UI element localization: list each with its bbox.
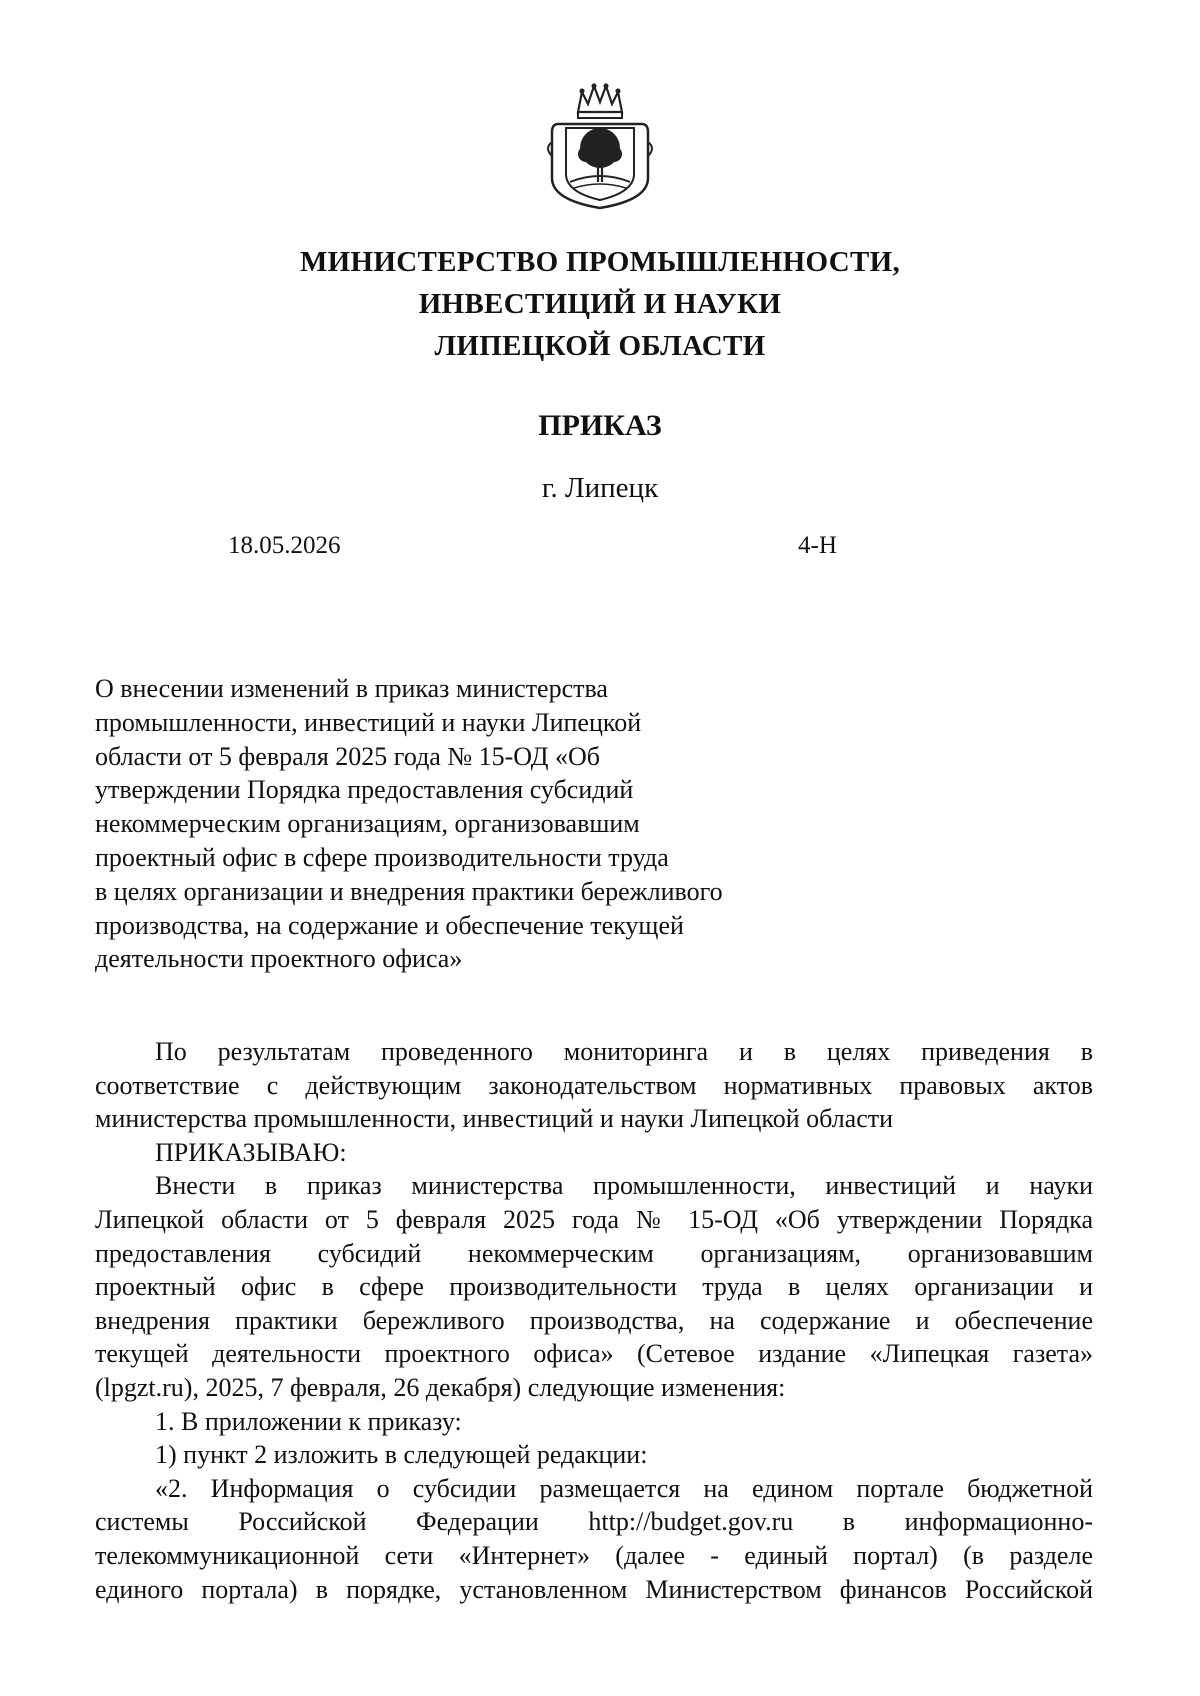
ministry-name-line-3: ЛИПЕЦКОЙ ОБЛАСТИ	[434, 330, 766, 362]
body-line: Липецкой области от 5 февраля 2025 года № 15-ОД «Об утверждении Порядка	[95, 1204, 1093, 1234]
body-line: министерства промышленности, инвестиций и науки Липецкой области	[95, 1104, 894, 1134]
body-line: Внести в приказ министерства промышленности, инвестиций и науки	[155, 1171, 1093, 1201]
subject-line: утверждении Порядка предоставления субсидий	[95, 775, 634, 805]
order-directive: ПРИКАЗЫВАЮ:	[155, 1137, 347, 1167]
subject-line: некоммерческим организациям, организовавшим	[95, 809, 640, 839]
body-line: предоставления субсидий некоммерческим организациям, организовавшим	[95, 1238, 1093, 1268]
body-line: соответствие с действующим законодательством нормативных правовых актов	[95, 1070, 1093, 1100]
document-city: г. Липецк	[541, 472, 659, 504]
coat-of-arms-icon	[538, 82, 662, 210]
subject-line: деятельности проектного офиса»	[95, 944, 463, 974]
list-item: 1. В приложении к приказу:	[155, 1406, 462, 1436]
body-line: текущей деятельности проектного офиса» (Сетевое издание «Липецкая газета»	[95, 1339, 1093, 1369]
body-line: телекоммуникационной сети «Интернет» (далее - единый портал) (в разделе	[95, 1540, 1093, 1570]
document-subject	[95, 672, 795, 976]
subject-line: О внесении изменений в приказ министерства	[95, 674, 608, 703]
document-body	[95, 1035, 1093, 1606]
subject-line: области от 5 февраля 2025 года № 15-ОД «Об	[95, 741, 601, 771]
ministry-name-line-2: ИНВЕСТИЦИЙ И НАУКИ	[418, 288, 782, 320]
document-date: 18.05.2026	[228, 532, 341, 559]
subject-line: проектный офис в сфере производительности труда	[95, 842, 669, 872]
body-line: единого портала) в порядке, установленном Министерством финансов Российской	[95, 1574, 1093, 1604]
ministry-name-line-1: МИНИСТЕРСТВО ПРОМЫШЛЕННОСТИ,	[300, 246, 900, 278]
subject-line: в целях организации и внедрения практики бережливого	[95, 876, 723, 906]
body-line: проектный офис в сфере производительности труда в целях организации и	[95, 1272, 1093, 1302]
body-line: (lpgzt.ru), 2025, 7 февраля, 26 декабря) следующие изменения:	[95, 1372, 786, 1402]
body-line: внедрения практики бережливого производства, на содержание и обеспечение	[95, 1305, 1093, 1335]
subject-line: промышленности, инвестиций и науки Липецкой	[95, 707, 642, 737]
document-type: ПРИКАЗ	[538, 409, 662, 442]
body-line: «2. Информация о субсидии размещается на едином портале бюджетной	[155, 1473, 1093, 1503]
list-item: 1) пункт 2 изложить в следующей редакции:	[155, 1440, 648, 1470]
document-number: 4-Н	[798, 532, 837, 559]
body-line: По результатам проведенного мониторинга и в целях приведения в	[155, 1037, 1093, 1066]
subject-line: производства, на содержание и обеспечение текущей	[95, 910, 684, 940]
body-line: системы Российской Федерации http://budget.gov.ru в информационно-	[95, 1507, 1093, 1537]
